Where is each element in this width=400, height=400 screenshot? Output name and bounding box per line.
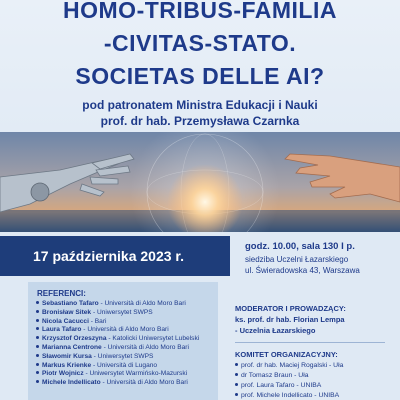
speakers-heading: REFERENCI: <box>37 289 86 298</box>
committee-item <box>235 381 343 391</box>
speaker-affiliation: - Università di Aldo Moro Bari <box>100 379 188 387</box>
speaker-item <box>36 326 199 335</box>
committee-item <box>235 391 343 400</box>
committee-member: prof. Michele Indellicato - UNIBA <box>241 392 340 399</box>
bullet-icon <box>36 363 39 366</box>
committee-member: dr Tomasz Braun - Uła <box>241 372 309 379</box>
speaker-name: Piotr Wojnicz <box>42 370 84 378</box>
speaker-affiliation: - Università di Lugano <box>91 361 158 369</box>
venue-info <box>230 236 400 290</box>
speaker-item <box>36 344 199 353</box>
patronage-line-1: pod patronatem Ministra Edukacji i Nauki <box>82 98 318 112</box>
speaker-item <box>36 300 199 309</box>
bullet-icon <box>235 383 238 386</box>
committee-item <box>235 361 343 371</box>
speaker-item <box>36 362 199 371</box>
speaker-item <box>36 318 199 327</box>
hero-image-robot-human-hands <box>0 132 400 232</box>
patronage-line-2: prof. dr hab. Przemysława Czarnka <box>100 114 300 128</box>
committee-list <box>235 361 343 400</box>
bullet-icon <box>36 354 39 357</box>
speaker-affiliation: - Uniwersytet SWPS <box>91 308 153 316</box>
speaker-item <box>36 335 199 344</box>
speaker-item <box>36 353 199 362</box>
speaker-affiliation: - Università di Aldo Moro Bari <box>81 326 169 334</box>
speaker-name: Krzysztof Orzeszyna <box>42 335 107 343</box>
venue-line-1: siedziba Uczelni Łazarskiego <box>245 255 349 264</box>
title-line-2: -CIVITAS-STATO. <box>103 30 297 56</box>
committee-member: prof. Laura Tafaro - UNIBA <box>241 382 322 389</box>
venue-line-2: ul. Świeradowska 43, Warszawa <box>245 266 360 275</box>
speaker-item <box>36 309 199 318</box>
title-line-1: HOMO-TRIBUS-FAMILIA <box>63 0 337 23</box>
bullet-icon <box>235 363 238 366</box>
speaker-name: Sławomir Kursa <box>42 352 92 360</box>
title-line-3: SOCIETAS DELLE AI? <box>75 63 325 89</box>
speaker-name: Bronisław Sitek <box>42 308 92 316</box>
speaker-item <box>36 379 199 388</box>
event-time-room: godz. 10.00, sala 130 I p. <box>245 241 355 252</box>
poster-header <box>0 0 400 132</box>
bullet-icon <box>36 380 39 383</box>
event-date-bar: 17 października 2023 r. <box>0 236 230 276</box>
bullet-icon <box>36 310 39 313</box>
bullet-icon <box>36 327 39 330</box>
committee-member: prof. dr hab. Maciej Rogalski - Uła <box>241 362 344 369</box>
bullet-icon <box>235 393 238 396</box>
bullet-icon <box>36 319 39 322</box>
organizers-panel <box>222 290 400 400</box>
bullet-icon <box>36 301 39 304</box>
bullet-icon <box>235 373 238 376</box>
committee-heading: KOMITET ORGANIZACYJNY: <box>235 350 338 359</box>
speaker-affiliation: - Bari <box>88 317 107 325</box>
bullet-icon <box>36 336 39 339</box>
speaker-affiliation: - Università di Aldo Moro Bari <box>101 343 189 351</box>
moderator-heading: MODERATOR I PROWADZĄCY: <box>235 304 346 313</box>
speaker-affiliation: - Uniwersytet SWPS <box>91 352 154 360</box>
committee-item <box>235 371 343 381</box>
bullet-icon <box>36 345 39 348</box>
speaker-name: Laura Tafaro <box>42 326 82 334</box>
speaker-name: Marianna Centrone <box>42 343 102 351</box>
speaker-name: Michele Indellicato <box>42 379 101 387</box>
speaker-name: Nicola Cacucci <box>42 317 89 325</box>
moderator-affiliation: - Uczelnia Łazarskiego <box>235 326 316 335</box>
speaker-affiliation: - Katolicki Uniwersytet Lubelski <box>106 335 200 343</box>
bullet-icon <box>36 371 39 374</box>
speaker-name: Sebastiano Tafaro <box>42 300 99 307</box>
speaker-item <box>36 370 199 379</box>
speakers-list <box>36 300 199 388</box>
speaker-affiliation: - Uniwersytet Warmińsko-Mazurski <box>83 370 188 378</box>
divider <box>235 342 385 343</box>
moderator-name: ks. prof. dr hab. Florian Lempa <box>235 315 345 324</box>
speakers-panel <box>28 282 218 400</box>
speaker-affiliation: - Università di Aldo Moro Bari <box>98 300 186 307</box>
speaker-name: Markus Krienke <box>42 361 92 369</box>
